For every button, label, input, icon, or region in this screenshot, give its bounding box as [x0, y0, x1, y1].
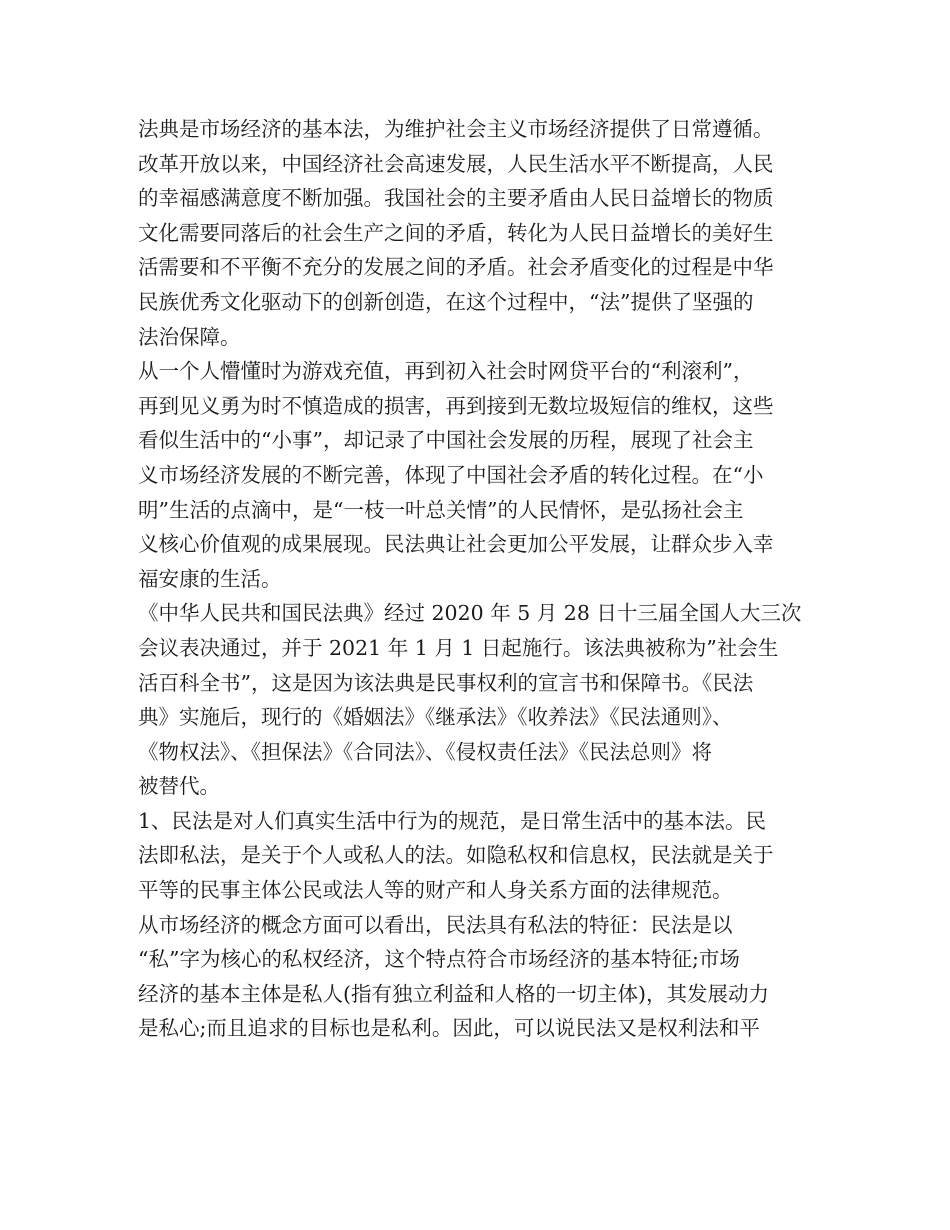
text-line: 法典是市场经济的基本法，为维护社会主义市场经济提供了日常遵循。	[138, 117, 774, 141]
document-body	[138, 112, 818, 1046]
text-line: 1、民法是对人们真实生活中行为的规范，是日常生活中的基本法。民	[138, 808, 767, 833]
text-line: 福安康的生活。	[138, 566, 282, 591]
text-line: 的幸福感满意度不断加强。我国社会的主要矛盾由人民日益增长的物质	[138, 186, 774, 211]
text-line: 民族优秀文化驱动下的创新创造，在这个过程中，“法”提供了坚强的	[138, 289, 754, 314]
text-line: 典》实施后，现行的《婚姻法》《继承法》《收养法》《民法通则》、	[138, 705, 733, 730]
text-line: 义核心价值观的成果展现。民法典让社会更加公平发展，让群众步入幸	[138, 532, 774, 557]
text-line: 看似生活中的“小事”，却记录了中国社会发展的历程，展现了社会主	[138, 428, 754, 453]
text-line: 明”生活的点滴中，是“一枝一叶总关情”的人民情怀，是弘扬社会主	[138, 497, 744, 522]
text-line: 会议表决通过，并于 2021 年 1 月 1 日起施行。该法典被称为”社会生	[138, 635, 779, 660]
text-line: 《中华人民共和国民法典》经过 2020 年 5 月 28 日十三届全国人大三次	[138, 601, 802, 626]
text-line: 从市场经济的概念方面可以看出，民法具有私法的特征：民法是以	[138, 912, 733, 937]
text-line: 义市场经济发展的不断完善，体现了中国社会矛盾的转化过程。在“小	[138, 462, 764, 487]
text-line: 平等的民事主体公民或法人等的财产和人身关系方面的法律规范。	[138, 878, 733, 903]
text-line: 活百科全书”，这是因为该法典是民事权利的宣言书和保障书。《民法	[138, 670, 754, 695]
text-line: 是私心;而且追求的目标也是私利。因此，可以说民法又是权利法和平	[138, 1016, 760, 1041]
text-line: “私”字为核心的私权经济，这个特点符合市场经济的基本特征;市场	[138, 947, 740, 972]
text-line: 从一个人懵懂时为游戏充值，再到初入社会时网贷平台的“利滚利”，	[138, 359, 754, 384]
text-line: 《物权法》、《担保法》《合同法》、《侵权责任法》《民法总则》将	[138, 739, 712, 764]
text-line: 改革开放以来，中国经济社会高速发展，人民生活水平不断提高，人民	[138, 151, 774, 176]
text-line: 法治保障。	[138, 324, 241, 349]
text-line: 文化需要同落后的社会生产之间的矛盾，转化为人民日益增长的美好生	[138, 220, 774, 245]
text-line: 法即私法，是关于个人或私人的法。如隐私权和信息权，民法就是关于	[138, 843, 774, 868]
text-line: 活需要和不平衡不充分的发展之间的矛盾。社会矛盾变化的过程是中华	[138, 255, 774, 280]
text-line: 被替代。	[138, 774, 220, 799]
text-line: 再到见义勇为时不慎造成的损害，再到接到无数垃圾短信的维权，这些	[138, 393, 774, 418]
text-line: 经济的基本主体是私人(指有独立利益和人格的一切主体)，其发展动力	[138, 981, 769, 1006]
